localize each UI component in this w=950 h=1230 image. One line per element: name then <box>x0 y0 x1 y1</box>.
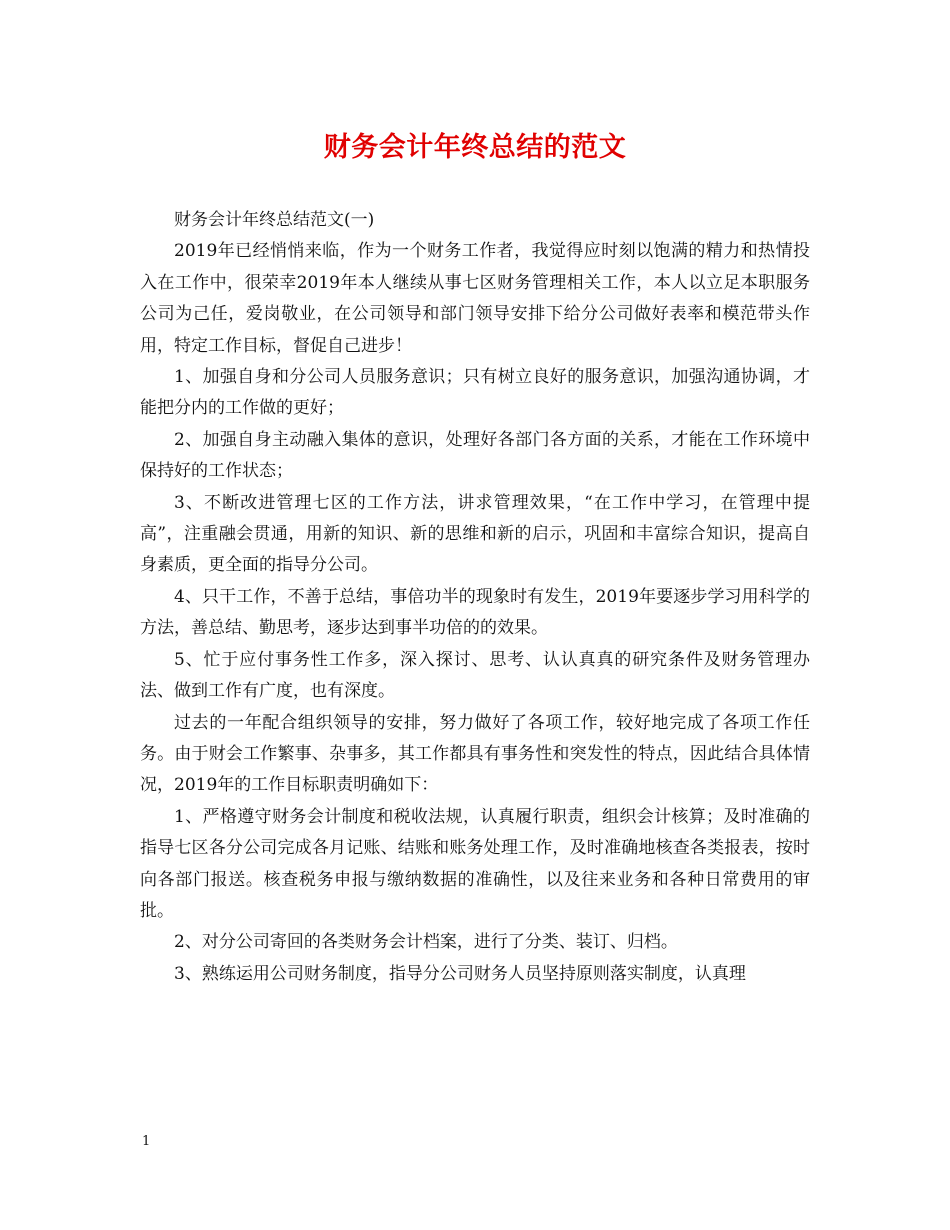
paragraph-item: 4、只干工作，不善于总结，事倍功半的现象时有发生，2019年要逐步学习用科学的方法，善总结、勤思考，逐步达到事半功倍的的效果。 <box>140 586 810 639</box>
paragraph-item: 1、加强自身和分公司人员服务意识；只有树立良好的服务意识，加强沟通协调，才能把分内的工作做的更好； <box>140 367 810 419</box>
paragraph-item: 3、不断改进管理七区的工作方法，讲求管理效果，“在工作中学习，在管理中提高”，注重融会贯通，用新的知识、新的思维和新的启示，巩固和丰富综合知识，提高自身素质，更全面的指导分公司。 <box>140 492 810 576</box>
paragraph-item: 5、忙于应付事务性工作多，深入探讨、思考、认认真真的研究条件及财务管理办法、做到工作有广度，也有深度。 <box>140 649 810 702</box>
document-title: 财务会计年终总结的范文 <box>323 132 627 163</box>
paragraph-summary: 过去的一年配合组织领导的安排，努力做好了各项工作，较好地完成了各项工作任务。由于财会工作繁事、杂事多，其工作都具有事务性和突发性的特点，因此结合具体情况，2019年的工作目标职责明确如下： <box>140 712 810 796</box>
paragraph-subtitle: 财务会计年终总结范文(一) <box>174 210 375 230</box>
paragraph-item: 1、严格遵守财务会计制度和税收法规，认真履行职责，组织会计核算；及时准确的指导七区各分公司完成各月记账、结账和账务处理工作，及时准确地核查各类报表，按时向各部门报送。核查税务申报与缴纳数据的准确性，以及往来业务和各种日常费用的审批。 <box>140 806 810 921</box>
page-number: 1 <box>142 1134 151 1149</box>
paragraph-item: 2、对分公司寄回的各类财务会计档案，进行了分类、装订、归档。 <box>174 932 678 953</box>
paragraph-item: 3、熟练运用公司财务制度，指导分公司财务人员坚持原则落实制度，认真理 <box>174 963 746 984</box>
document-body <box>140 205 810 990</box>
paragraph-item: 2、加强自身主动融入集体的意识，处理好各部门各方面的关系，才能在工作环境中保持好的工作状态； <box>140 429 810 482</box>
paragraph-intro: 2019年已经悄悄来临，作为一个财务工作者，我觉得应时刻以饱满的精力和热情投入在工作中，很荣幸2019年本人继续从事七区财务管理相关工作，本人以立足本职服务公司为己任，爱岗敬业，在公司领导和部门领导安排下给分公司做好表率和模范带头作用，特定工作目标，督促自己进步！ <box>140 241 810 356</box>
